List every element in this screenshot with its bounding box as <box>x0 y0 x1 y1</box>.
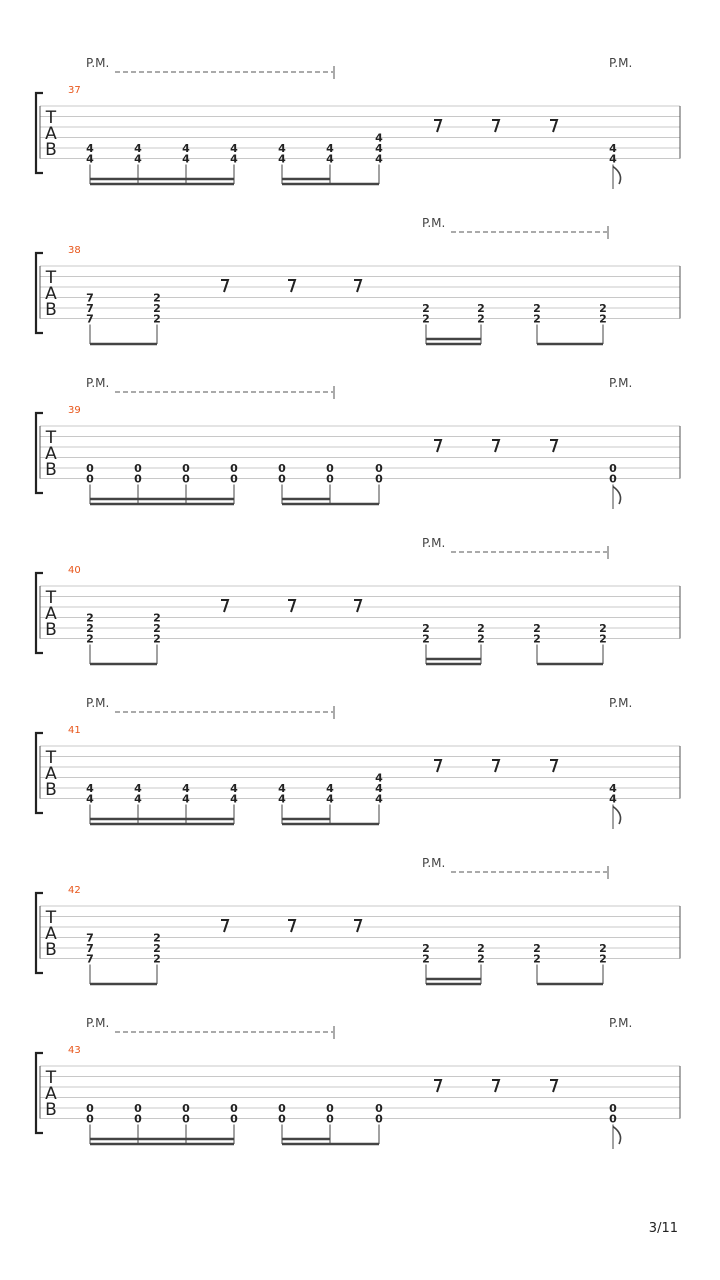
fret-number: 4 <box>86 152 94 166</box>
fret-number: 0 <box>609 472 617 486</box>
tab-clef-a: A <box>45 604 57 624</box>
fret-number: 2 <box>153 312 161 326</box>
fret-number: 4 <box>230 152 238 166</box>
note-flag <box>613 1127 621 1145</box>
fret-number: 0 <box>375 462 383 475</box>
fret-number: 0 <box>278 462 286 475</box>
fret-number: 2 <box>599 952 607 966</box>
fret-number: 0 <box>375 1102 383 1115</box>
fret-number: 0 <box>134 462 142 475</box>
fret-number: 4 <box>278 152 286 166</box>
fret-number: 2 <box>422 632 430 646</box>
fret-number: 0 <box>609 462 617 475</box>
palm-mute-label: P.M. <box>86 56 110 70</box>
fret-number: 0 <box>278 1112 286 1126</box>
fret-number: 2 <box>599 632 607 646</box>
note-flag <box>613 807 621 825</box>
palm-mute-label: P.M. <box>609 696 633 710</box>
fret-number: 0 <box>134 1112 142 1126</box>
fret-number: 4 <box>182 792 190 806</box>
fret-number: 2 <box>477 952 485 966</box>
fret-number: 4 <box>375 152 383 166</box>
tab-clef-a: A <box>45 924 57 944</box>
fret-number: 0 <box>375 1112 383 1126</box>
eighth-rest <box>492 1080 499 1092</box>
palm-mute-label: P.M. <box>609 56 633 70</box>
measure-number: 42 <box>68 885 81 896</box>
tab-clef-b: B <box>45 620 57 640</box>
tab-clef-t: T <box>45 268 57 288</box>
fret-number: 0 <box>134 472 142 486</box>
note-flag <box>613 167 621 185</box>
eighth-rest <box>434 440 441 452</box>
fret-number: 7 <box>86 942 94 955</box>
fret-number: 2 <box>153 931 161 945</box>
fret-number: 7 <box>86 302 94 315</box>
measure-number: 40 <box>68 565 81 576</box>
fret-number: 2 <box>533 622 541 635</box>
tab-clef-a: A <box>45 444 57 464</box>
fret-number: 4 <box>230 792 238 806</box>
eighth-rest <box>221 600 228 612</box>
fret-number: 2 <box>533 302 541 315</box>
fret-number: 4 <box>278 142 286 155</box>
fret-number: 2 <box>153 302 161 315</box>
fret-number: 2 <box>153 611 161 625</box>
fret-number: 0 <box>278 1102 286 1115</box>
eighth-rest <box>550 760 557 772</box>
fret-number: 2 <box>533 632 541 646</box>
fret-number: 0 <box>326 472 334 486</box>
tab-clef-b: B <box>45 300 57 320</box>
fret-number: 2 <box>599 302 607 315</box>
fret-number: 0 <box>86 462 94 475</box>
fret-number: 4 <box>230 142 238 155</box>
fret-number: 2 <box>477 302 485 315</box>
fret-number: 0 <box>134 1102 142 1115</box>
tab-clef-t: T <box>45 748 57 768</box>
fret-number: 0 <box>230 462 238 475</box>
fret-number: 4 <box>326 792 334 806</box>
fret-number: 2 <box>599 622 607 635</box>
eighth-rest <box>492 120 499 132</box>
eighth-rest <box>434 1080 441 1092</box>
fret-number: 0 <box>609 1102 617 1115</box>
fret-number: 2 <box>477 942 485 955</box>
eighth-rest <box>221 280 228 292</box>
fret-number: 4 <box>182 152 190 166</box>
system-37 <box>36 56 680 189</box>
fret-number: 4 <box>278 792 286 806</box>
fret-number: 4 <box>375 131 383 145</box>
fret-number: 0 <box>326 1112 334 1126</box>
fret-number: 4 <box>609 152 617 166</box>
fret-number: 4 <box>86 142 94 155</box>
fret-number: 4 <box>182 782 190 795</box>
eighth-rest <box>550 120 557 132</box>
fret-number: 7 <box>86 291 94 305</box>
fret-number: 0 <box>182 1102 190 1115</box>
fret-number: 2 <box>599 312 607 326</box>
eighth-rest <box>221 920 228 932</box>
eighth-rest <box>550 1080 557 1092</box>
eighth-rest <box>492 760 499 772</box>
palm-mute-label: P.M. <box>609 1016 633 1030</box>
fret-number: 0 <box>182 472 190 486</box>
system-42 <box>36 856 680 984</box>
fret-number: 7 <box>86 952 94 966</box>
measure-number: 41 <box>68 725 81 736</box>
palm-mute-label: P.M. <box>86 696 110 710</box>
fret-number: 2 <box>422 952 430 966</box>
system-40 <box>36 536 680 664</box>
fret-number: 4 <box>375 142 383 155</box>
fret-number: 4 <box>326 782 334 795</box>
fret-number: 2 <box>86 611 94 625</box>
fret-number: 4 <box>182 142 190 155</box>
fret-number: 4 <box>326 142 334 155</box>
fret-number: 0 <box>86 472 94 486</box>
fret-number: 0 <box>230 1112 238 1126</box>
fret-number: 7 <box>86 931 94 945</box>
fret-number: 4 <box>134 792 142 806</box>
eighth-rest <box>288 280 295 292</box>
fret-number: 4 <box>134 782 142 795</box>
system-41 <box>36 696 680 829</box>
fret-number: 0 <box>230 1102 238 1115</box>
measure-number: 39 <box>68 405 81 416</box>
fret-number: 4 <box>134 152 142 166</box>
fret-number: 4 <box>278 782 286 795</box>
tab-clef-a: A <box>45 124 57 144</box>
tab-clef-t: T <box>45 428 57 448</box>
fret-number: 0 <box>278 472 286 486</box>
fret-number: 4 <box>609 142 617 155</box>
fret-number: 0 <box>326 1102 334 1115</box>
tab-clef-t: T <box>45 908 57 928</box>
tab-clef-t: T <box>45 1068 57 1088</box>
fret-number: 2 <box>422 312 430 326</box>
page-number: 3/11 <box>648 1221 678 1236</box>
measure-number: 43 <box>68 1045 81 1056</box>
fret-number: 4 <box>134 142 142 155</box>
fret-number: 2 <box>422 622 430 635</box>
fret-number: 2 <box>153 291 161 305</box>
eighth-rest <box>550 440 557 452</box>
fret-number: 4 <box>230 782 238 795</box>
tab-clef-b: B <box>45 1100 57 1120</box>
palm-mute-label: P.M. <box>422 856 446 870</box>
fret-number: 4 <box>326 152 334 166</box>
fret-number: 4 <box>86 782 94 795</box>
tab-clef-a: A <box>45 764 57 784</box>
eighth-rest <box>354 280 361 292</box>
tab-clef-b: B <box>45 140 57 160</box>
fret-number: 4 <box>375 792 383 806</box>
fret-number: 4 <box>609 782 617 795</box>
fret-number: 0 <box>86 1102 94 1115</box>
fret-number: 7 <box>86 312 94 326</box>
measure-number: 37 <box>68 85 81 96</box>
fret-number: 2 <box>477 622 485 635</box>
eighth-rest <box>288 920 295 932</box>
fret-number: 2 <box>533 942 541 955</box>
palm-mute-label: P.M. <box>609 376 633 390</box>
fret-number: 4 <box>375 771 383 785</box>
fret-number: 2 <box>86 632 94 646</box>
eighth-rest <box>434 120 441 132</box>
eighth-rest <box>354 600 361 612</box>
fret-number: 2 <box>533 312 541 326</box>
fret-number: 2 <box>422 942 430 955</box>
fret-number: 2 <box>477 312 485 326</box>
fret-number: 0 <box>230 472 238 486</box>
fret-number: 2 <box>153 622 161 635</box>
tab-clef-b: B <box>45 780 57 800</box>
fret-number: 2 <box>86 622 94 635</box>
tab-clef-b: B <box>45 940 57 960</box>
fret-number: 4 <box>375 782 383 795</box>
tab-clef-a: A <box>45 284 57 304</box>
tab-clef-t: T <box>45 108 57 128</box>
eighth-rest <box>288 600 295 612</box>
measure-number: 38 <box>68 245 81 256</box>
system-39 <box>36 376 680 509</box>
eighth-rest <box>354 920 361 932</box>
palm-mute-label: P.M. <box>422 536 446 550</box>
fret-number: 2 <box>477 632 485 646</box>
fret-number: 2 <box>153 632 161 646</box>
system-43 <box>36 1016 680 1149</box>
fret-number: 2 <box>533 952 541 966</box>
tab-clef-b: B <box>45 460 57 480</box>
fret-number: 0 <box>326 462 334 475</box>
fret-number: 4 <box>86 792 94 806</box>
system-38 <box>36 216 680 344</box>
fret-number: 0 <box>182 462 190 475</box>
eighth-rest <box>434 760 441 772</box>
fret-number: 2 <box>599 942 607 955</box>
palm-mute-label: P.M. <box>422 216 446 230</box>
fret-number: 4 <box>609 792 617 806</box>
fret-number: 2 <box>153 942 161 955</box>
tab-clef-a: A <box>45 1084 57 1104</box>
fret-number: 0 <box>86 1112 94 1126</box>
fret-number: 0 <box>375 472 383 486</box>
tab-clef-t: T <box>45 588 57 608</box>
fret-number: 0 <box>609 1112 617 1126</box>
fret-number: 2 <box>422 302 430 315</box>
fret-number: 2 <box>153 952 161 966</box>
note-flag <box>613 487 621 505</box>
palm-mute-label: P.M. <box>86 376 110 390</box>
palm-mute-label: P.M. <box>86 1016 110 1030</box>
fret-number: 0 <box>182 1112 190 1126</box>
eighth-rest <box>492 440 499 452</box>
